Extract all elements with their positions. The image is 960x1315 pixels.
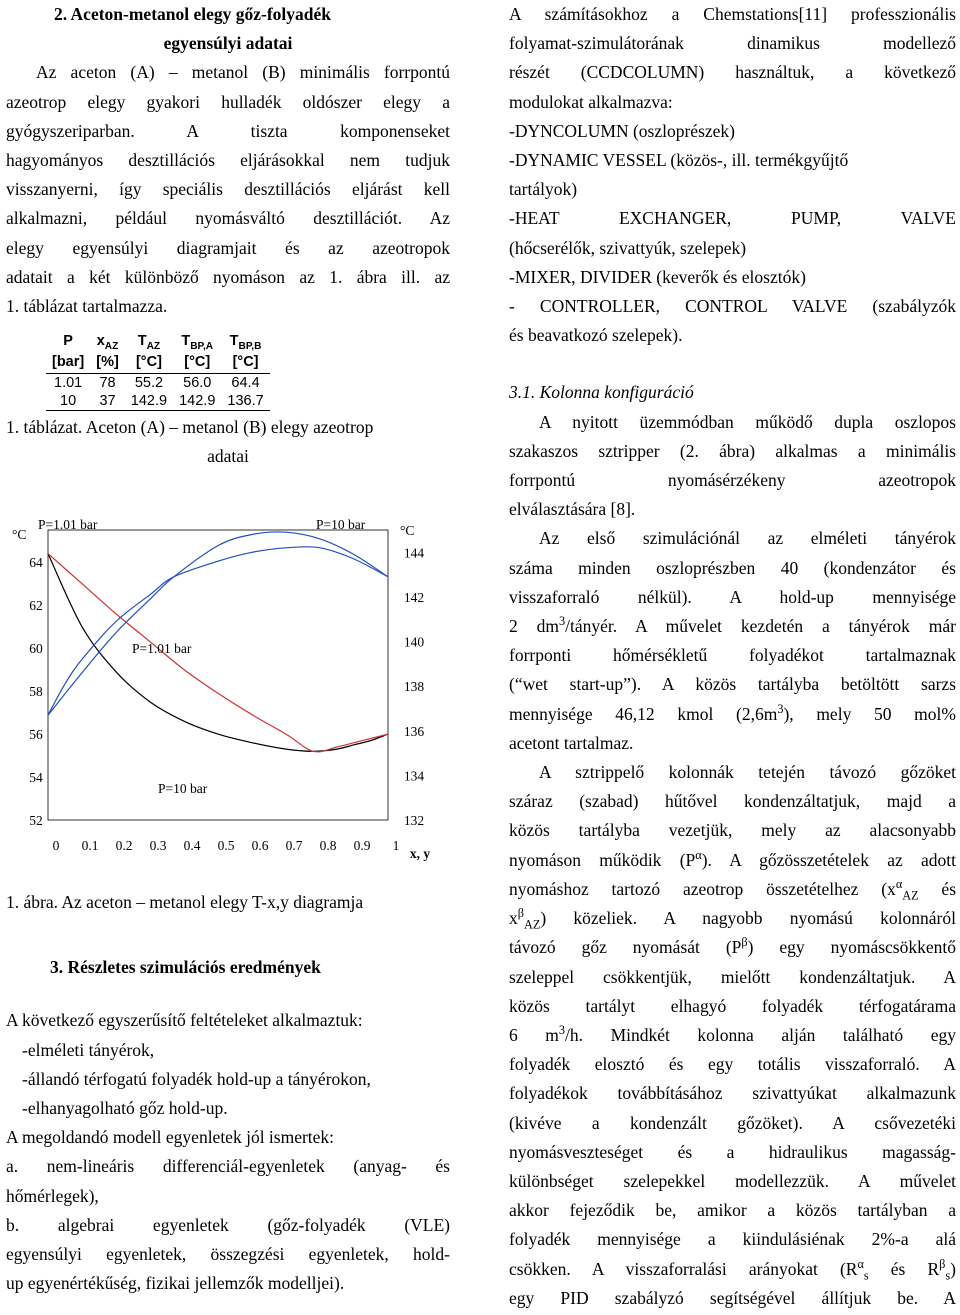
text-line: Az első szimulációnál az elméleti tányérok [539,528,956,549]
table-header-tbpa: $T_{BP,A}$ [181,333,214,353]
table-cell: 64.4 [231,375,260,392]
table-cell: 37 [90,392,125,411]
text-line: 2 $dm^3$/tányér. A művelet kezdetén a tányérok már [509,614,956,637]
text-line: folyamat-szimulátorának dinamikus modellező [509,33,956,54]
equations-b-line: up egyenértékűség, fizikai jellemzők modelljei). [6,1273,345,1294]
text-line: szeleppel csökkentjük, mielőtt kondenzáltatjuk. A [509,966,956,987]
text-line: folyadék elosztó és egy totális visszaforraló. A [509,1054,956,1075]
left-axis-tick-label: 62 [29,598,43,614]
text-line: visszanyerni, így speciális desztillációs eljárást kell [6,179,450,200]
text-line: akkor fejeződik be, amikor a közös tartályban a [509,1200,956,1221]
text-line: nyomáshoz tartozó azeotrop összetételhez ($x^\alpha_{AZ}$ és [509,877,956,903]
text-line: $x^\beta_{AZ}$) közeliek. A nagyobb nyomású kolonnáról [509,906,956,932]
text-line: A nyitott üzemmódban működő dupla oszlopos [539,411,956,432]
table-unit: [°C] [221,352,269,374]
list-item: -DYNCOLUMN (oszloprészek) [509,120,735,141]
right-axis-tick-label: 144 [403,545,425,561]
table-row [46,392,270,411]
conditions-list [6,1036,450,1124]
text-line: hagyományos desztillációs eljárásokkal nem tudjuk [6,150,450,171]
x-axis-label: x, y [409,846,431,861]
label-p-low-mid: P=1.01 bar [132,641,192,656]
text-line: távozó gőz nyomását $(P^\beta)$ egy nyomáscsökkentő [509,935,956,958]
list-item: (hőcserélők, szivattyúk, szelepek) [509,237,747,258]
table-header-taz: $T_{AZ}$ [137,333,161,353]
table-cell: 78 [99,375,116,392]
txy-diagram-chart [0,505,460,875]
section-2-title-line-1: 2. Aceton-metanol elegy gőz-folyadék [54,4,332,24]
x-axis-tick-label: 0.8 [319,838,337,853]
table-caption [6,413,450,471]
text-line: egy PID szabályzó segítségével állítjuk be. A [509,1287,956,1308]
right-axis-tick-label: 134 [403,768,425,784]
text-line: azeotrop elegy gyakori hulladék oldószer elegy a [6,91,450,112]
left-column [6,0,450,472]
modules-list [509,117,956,351]
table-cell: 142.9 [173,392,221,411]
equations-b-line: egyensúlyi egyenletek, összegzési egyenletek, hold- [6,1244,450,1265]
left-axis-tick-label: 64 [29,555,43,571]
text-line: forrpontú nyomásérzékeny azeotropok [509,470,956,491]
equations-b-line: b. algebrai egyenletek (gőz-folyadék (VLE) [6,1214,450,1235]
text-line: közös tartályt elhagyó folyadék térfogatárama [509,995,956,1016]
text-line: modulokat alkalmazva: [509,91,673,112]
table-unit: [%] [90,352,125,374]
section-2-title-line-2: egyensúlyi adatai [163,33,293,54]
first-simulation-paragraph [509,524,956,758]
table-unit: [bar] [46,352,90,374]
model-equations-intro: A megoldandó modell egyenletek jól ismertek: [6,1127,335,1148]
text-line: forrponti hőmérsékletű folyadékot tartalmaznak [509,645,956,666]
text-line: 6 $m^3/h$. Mindkét kolonna alján található egy [509,1023,956,1045]
subsection-title: 3.1. Kolonna konfiguráció [509,382,694,403]
text-line: A számításokhoz a Chemstations[11] professzionális [509,4,956,24]
left-axis-tick-label: 60 [29,641,43,657]
left-axis-tick-label: 58 [29,684,43,700]
left-axis-tick-label: 52 [29,813,43,828]
label-p-high-top: P=10 bar [316,517,366,532]
intro-paragraph [6,58,450,321]
table-header-tbpb: $T_{BP,B}$ [229,333,262,353]
list-item: -elméleti tányérok, [22,1039,155,1060]
plot-area-frame [48,530,388,820]
text-line: részét (CCDCOLUMN) használtuk, a következő [509,62,956,83]
text-line: Az aceton (A) – metanol (B) minimális forrpontú [36,62,450,83]
text-line: A sztrippelő kolonnák tetején távozó gőzöket [539,762,956,783]
table-unit: [°C] [173,352,221,374]
column-config-paragraph [509,408,956,525]
text-line: nyomáson működik $(P^\alpha)$. A gőzösszetételek az adott [509,847,956,870]
text-line: száma minden oszloprészben 40 (kondenzátor és [509,557,956,578]
text-line: folyadékok továbbításához szivattyúkat alkalmazunk [509,1083,956,1104]
x-axis-tick-label: 0.4 [183,838,201,853]
x-axis-tick-label: 0.1 [81,838,99,853]
text-line: csökken. A visszaforralási arányokat ($R^\alpha_s$ és $R^\beta_s$) [509,1256,956,1283]
text-line: acetont tartalmaz. [509,732,634,753]
list-item: -MIXER, DIVIDER (keverők és elosztók) [509,266,806,287]
label-p-high-mid: P=10 bar [158,781,208,796]
left-axis-tick-label: 54 [29,770,43,786]
x-axis-tick-label: 0.7 [285,838,303,853]
text-line: folyadék mennyisége a kiindulásiénak 2%-a alá [509,1229,956,1250]
right-axis-unit: °C [400,523,415,538]
list-item: -DYNAMIC VESSEL (közös-, ill. termékgyűjtő [509,150,849,171]
right-axis-tick-label: 138 [403,679,425,695]
text-line: közös tartályba vezetjük, mely az alacsonyabb [509,820,956,841]
x-axis-tick-label: 0 [52,838,60,853]
x-axis-tick-label: 0.9 [353,838,371,853]
table-cell: 142.9 [125,392,173,411]
series-line-2 [48,547,388,715]
text-line: száraz (szabad) hűtővel kondenzáltatjuk, majd a [509,791,956,812]
figure-caption: 1. ábra. Az aceton – metanol elegy T-x,y diagramja [6,892,364,912]
right-axis-tick-label: 136 [403,723,425,739]
text-line: adatait a két különböző nyomáson az 1. ábra ill. az [6,266,450,287]
right-axis-tick-label: 142 [403,589,425,605]
table-cell: 10 [46,392,90,411]
equations-b [6,1211,450,1299]
text-line: elegy egyensúlyi diagramjait és az azeotropok [6,237,450,258]
text-line: különbséget szelepekkel modellezzük. A művelet [509,1170,956,1191]
table-cell: 1.01 [54,375,83,392]
conditions-intro: A következő egyszerűsítő feltételeket alkalmaztuk: [6,1010,363,1031]
list-item: és beavatkozó szelepek). [509,325,683,346]
azeotrope-data-table [46,331,270,411]
x-axis-tick-label: 0.5 [217,838,235,853]
list-item: -HEAT EXCHANGER, PUMP, VALVE [509,208,956,229]
section-2-title [6,0,450,58]
equations-a-line: hőmérlegek), [6,1185,99,1206]
left-axis-tick-label: 56 [29,727,43,743]
text-line: gyógyszeriparban. A tiszta komponenseket [6,120,450,141]
left-axis-unit: °C [12,527,27,542]
text-line: elválasztására [8]. [509,499,636,520]
right-axis-tick-label: 140 [403,634,425,650]
section-3-title: 3. Részletes szimulációs eredmények [50,957,321,978]
text-line: visszaforraló nélkül). A hold-up mennyisége [509,586,956,607]
simulator-paragraph [509,0,956,117]
x-axis-tick-label: 0.6 [251,838,269,853]
text-line: alkalmazni, például nyomásváltó desztillációt. Az [6,208,450,229]
label-p-low-top: P=1.01 bar [38,517,98,532]
text-line: (kivéve a kondenzált gőzöket). A csővezetéki [509,1112,956,1133]
series-line-3 [48,532,388,715]
text-line: szakaszos sztripper (2. ábra) alkalmas a minimális [509,440,956,461]
text-line: mennyisége 46,12 kmol $(2,6m^3)$, mely 50 mol% [509,701,956,724]
list-item: - CONTROLLER, CONTROL VALVE (szabályzók [509,296,956,317]
table-header-p: P [63,333,73,350]
table-caption-line-2: adatai [207,446,249,467]
x-axis-tick-label: 0.2 [115,838,133,853]
right-column [509,0,956,1313]
left-column-lower [6,888,450,1298]
text-line: nyomásveszteséget és a hidraulikus magasság- [509,1141,956,1162]
intro-paragraph-last-line: 1. táblázat tartalmazza. [6,296,168,317]
list-item: -elhanyagolható gőz hold-up. [22,1098,228,1119]
table-caption-line-1: 1. táblázat. Aceton (A) – metanol (B) elegy azeotrop [6,417,374,438]
list-item: -állandó térfogatú folyadék hold-up a tányérokon, [22,1068,371,1089]
equations-a-line: a. nem-lineáris differenciál-egyenletek (anyag- és [6,1156,450,1177]
equations-a [6,1152,450,1210]
table-cell: 136.7 [221,392,269,411]
x-axis-tick-label: 0.3 [149,838,167,853]
x-axis-tick-label: 1 [392,838,400,853]
table-row [46,374,270,393]
list-item: tartályok) [509,179,578,200]
right-axis-tick-label: 132 [403,813,425,828]
text-line: (“wet start-up”). A közös tartályba betöltött sarzs [509,674,956,695]
table-cell: 55.2 [134,375,164,392]
stripping-paragraph [509,758,956,1313]
table-header-xaz: $x_{AZ}$ [96,333,119,353]
table-cell: 56.0 [183,375,212,392]
table-unit: [°C] [125,352,173,374]
